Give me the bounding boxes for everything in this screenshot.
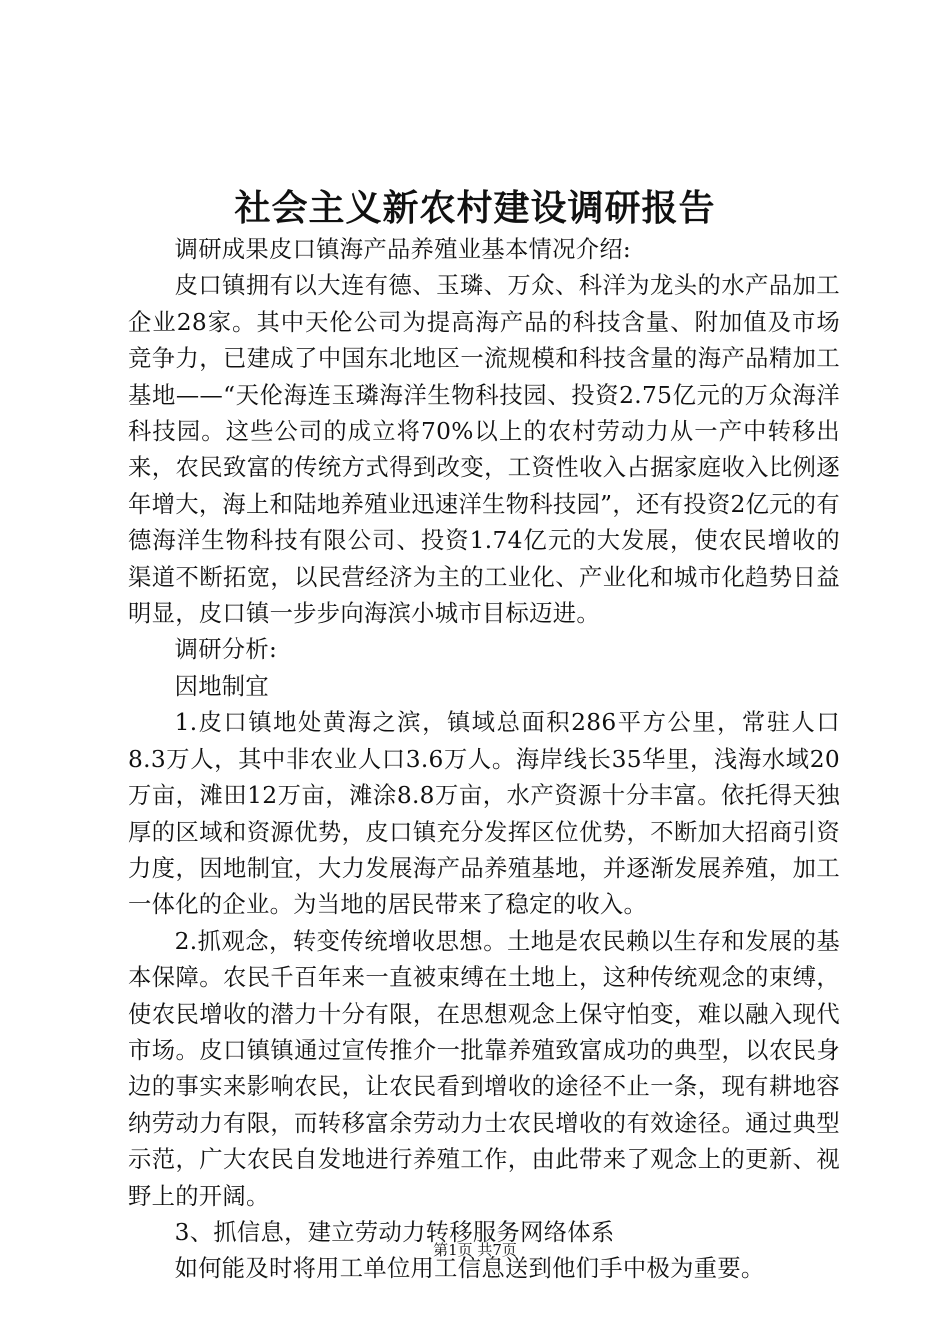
paragraph-point-3-heading: 3、抓信息，建立劳动力转移服务网络体系 xyxy=(174,1218,615,1246)
paragraph-company-overview: 皮口镇拥有以大连有德、玉璘、万众、科洋为龙头的水产品加工企业28家。其中天伦公司为提高海产品的科技含量、附加值及市场竞争力，已建成了中国东北地区一流规模和科技含量的海产品精加工基地——“天伦海连玉璘海洋生物科技园、投资2.75亿元的万众海洋科技园。这些公司的成立将70%以上的农村劳动力从一产中转移出来，农民致富的传统方式得到改变，工资性收入占据家庭收入比例逐年增大，海上和陆地养殖业迅速洋生物科技园”，还有投资2亿元的有德海洋生物科技有限公司、投资1.74亿元的大发展，使农民增收的渠道不断拓宽，以民营经济为主的工业化、产业化和城市化趋势日益明显，皮口镇一步步向海滨小城市目标迈进。 xyxy=(128,272,840,628)
paragraph-point-1: 1.皮口镇地处黄海之滨，镇域总面积286平方公里，常驻人口8.3万人，其中非农业人口3.6万人。海岸线长35华里，浅海水域20万亩，滩田12万亩，滩涂8.8万亩，水产资源十分丰富。依托得天独厚的区域和资源优势，皮口镇充分发挥区位优势，不断加大招商引资力度，因地制宜，大力发展海产品养殖基地，并逐渐发展养殖，加工一体化的企业。为当地的居民带来了稳定的收入。 xyxy=(128,709,840,919)
paragraph-point-3-text: 如何能及时将用工单位用工信息送到他们手中极为重要。 xyxy=(174,1255,765,1283)
paragraph-point-2: 2.抓观念，转变传统增收思想。土地是农民赖以生存和发展的基本保障。农民千百年来一直被束缚在土地上，这种传统观念的束缚，使农民增收的潜力十分有限，在思想观念上保守怕变，难以融入现代市场。皮口镇镇通过宣传推介一批靠养殖致富成功的典型，以农民身边的事实来影响农民，让农民看到增收的途径不止一条，现有耕地容纳劳动力有限，而转移富余劳动力士农民增收的有效途径。通过典型示范，广大农民自发地进行养殖工作，由此带来了观念上的更新、视野上的开阔。 xyxy=(128,927,840,1210)
paragraph-intro-heading: 调研成果皮口镇海产品养殖业基本情况介绍: xyxy=(174,236,632,263)
document-title: 社会主义新农村建设调研报告 xyxy=(234,187,716,229)
paragraph-analysis-heading: 调研分析: xyxy=(174,636,278,664)
page-number-footer: 第1页 共7页 xyxy=(433,1241,517,1259)
paragraph-local-conditions-heading: 因地制宜 xyxy=(174,672,269,700)
document-body xyxy=(128,232,840,1288)
